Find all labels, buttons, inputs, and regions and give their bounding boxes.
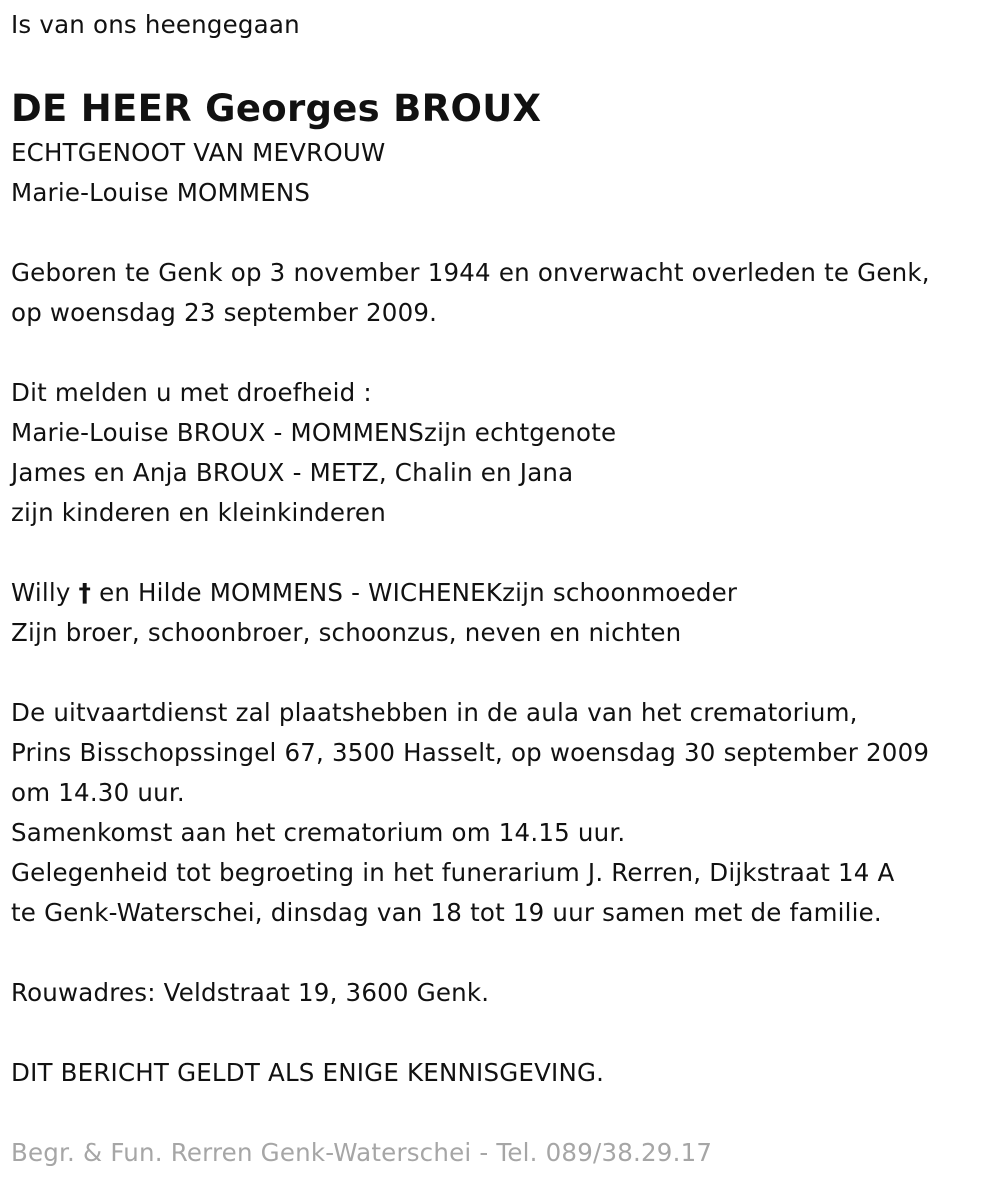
intro-text: Is van ons heengegaan (11, 10, 300, 39)
funeral-home-footer: Begr. & Fun. Rerren Genk-Waterschei - Tel. 089/38.29.17 (11, 1138, 713, 1167)
service-line: om 14.30 uur. (11, 778, 185, 807)
birth-death-line-1: Geboren te Genk op 3 november 1944 en onverwacht overleden te Genk, (11, 258, 930, 287)
in-laws-prefix: Willy (11, 578, 71, 607)
service-line: De uitvaartdienst zal plaatshebben in de aula van het crematorium, (11, 698, 858, 727)
spacer (11, 333, 991, 373)
official-notice: DIT BERICHT GELDT ALS ENIGE KENNISGEVING. (11, 1058, 605, 1087)
spouse-title: ECHTGENOOT VAN MEVROUW (11, 138, 386, 167)
service-line: Prins Bisschopssingel 67, 3500 Hasselt, op woensdag 30 september 2009 (11, 738, 930, 767)
cross-icon: † (78, 578, 92, 607)
spacer (11, 533, 991, 573)
in-laws-line-1 (11, 573, 991, 613)
obituary-notice (11, 0, 991, 1173)
spouse-name: Marie-Louise MOMMENS (11, 178, 311, 207)
service-line: Gelegenheid tot begroeting in het funerarium J. Rerren, Dijkstraat 14 A (11, 858, 895, 887)
spacer (11, 653, 991, 693)
spacer (11, 1013, 991, 1053)
mourner-line: Marie-Louise BROUX - MOMMENSzijn echtgenote (11, 418, 617, 447)
spacer (11, 213, 991, 253)
birth-death-line-2: op woensdag 23 september 2009. (11, 298, 438, 327)
service-line: te Genk-Waterschei, dinsdag van 18 tot 19 uur samen met de familie. (11, 898, 882, 927)
mourner-line: James en Anja BROUX - METZ, Chalin en Jana (11, 458, 574, 487)
in-laws-line-2: Zijn broer, schoonbroer, schoonzus, neven en nichten (11, 618, 682, 647)
mourner-line: zijn kinderen en kleinkinderen (11, 498, 386, 527)
spacer (11, 933, 991, 973)
in-laws-suffix: en Hilde MOMMENS - WICHENEKzijn schoonmoeder (99, 578, 738, 607)
spacer (11, 1093, 991, 1133)
mourners-heading: Dit melden u met droefheid : (11, 378, 372, 407)
deceased-name: DE HEER Georges BROUX (11, 87, 542, 130)
service-line: Samenkomst aan het crematorium om 14.15 uur. (11, 818, 626, 847)
mourning-address: Rouwadres: Veldstraat 19, 3600 Genk. (11, 978, 490, 1007)
